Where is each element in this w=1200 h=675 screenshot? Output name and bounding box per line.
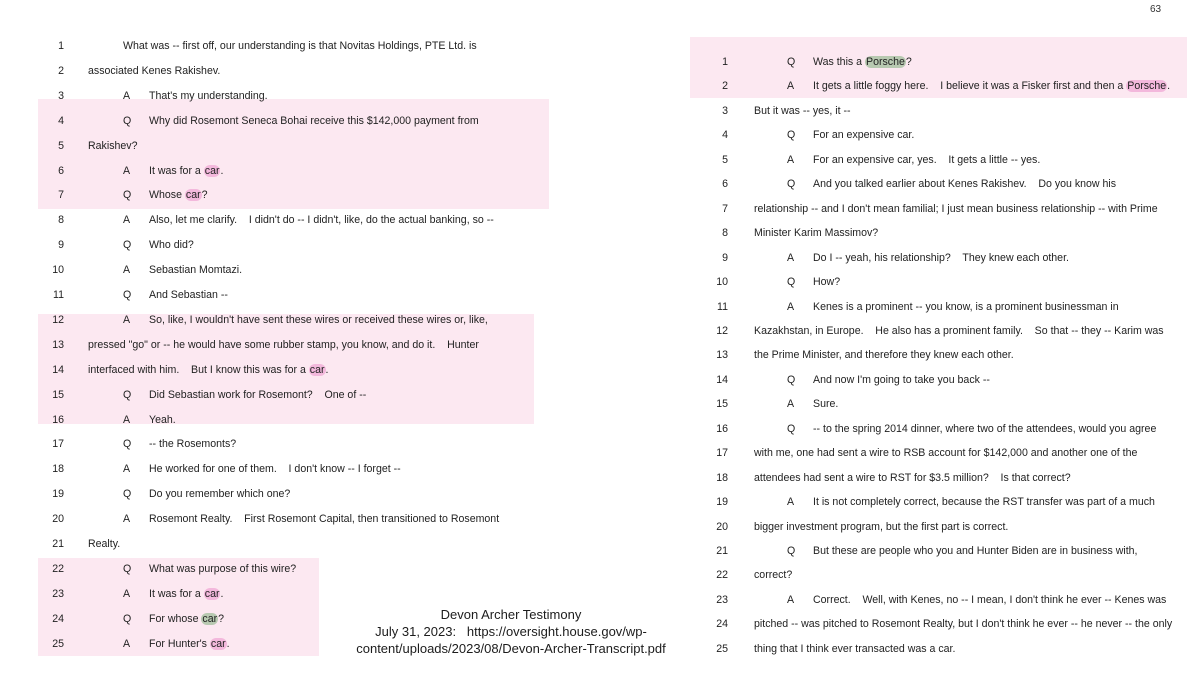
transcript-line [708,541,1178,561]
line-number: 20 [716,520,728,533]
speaker-label: A [123,164,131,177]
line-text-segment: Whose [149,189,185,202]
line-text-segment: . [325,363,329,376]
transcript-line [708,590,1178,610]
line-number: 16 [52,413,64,426]
source-caption [330,606,692,657]
line-number: 25 [716,642,728,655]
line-text [149,235,194,255]
transcript-line [708,419,1178,439]
speaker-label: A [787,300,795,313]
line-text-segment: Kazakhstan, in Europe. He also has a prominent family. So that -- they -- Karim was [754,324,1164,337]
line-number: 25 [52,637,64,650]
line-text-segment: Why did Rosemont Seneca Bohai receive this $142,000 payment from [149,114,479,127]
line-text-segment: It was for a [149,164,204,177]
line-text-segment: Rakishev? [88,139,138,152]
line-text [754,614,1172,634]
line-text [813,541,1138,561]
line-text-segment: . [1167,80,1171,93]
line-text-segment: ? [201,189,208,202]
transcript-line [44,335,564,355]
line-number: 6 [58,164,64,177]
line-text [813,590,1166,610]
speaker-label: A [123,587,131,600]
transcript-line [44,584,564,604]
line-text-segment: Do you remember which one? [149,488,291,501]
speaker-label: Q [787,545,796,557]
line-number: 10 [52,264,64,277]
highlighted-word: Porsche [866,56,905,68]
line-text [813,150,1040,170]
line-number: 9 [722,251,728,264]
line-text-segment: For an expensive car. [813,129,915,142]
line-number: 11 [717,300,728,313]
line-text [813,272,840,292]
transcript-line [708,614,1178,634]
transcript-line [44,534,564,554]
transcript-line [44,86,564,106]
line-number: 18 [52,463,64,476]
highlighted-word: car [185,189,201,202]
line-number: 4 [722,129,728,142]
line-number: 14 [716,373,728,386]
transcript-line [44,484,564,504]
line-text [754,345,1014,365]
speaker-label: Q [787,276,796,289]
line-text-segment: with me, one had sent a wire to RSB account for $142,000 and another one of the [754,447,1138,460]
line-number: 12 [52,313,64,326]
transcript-line [44,210,564,230]
line-text-segment: And Sebastian -- [149,289,228,301]
line-text-segment: What was -- first off, our understanding is that Novitas Holdings, PTE Ltd. is [123,40,477,52]
line-text [813,174,1116,194]
line-text-segment: What was purpose of this wire? [149,562,297,575]
line-text [149,410,176,430]
line-text-segment: Did Sebastian work for Rosemont? One of -- [149,388,367,401]
line-text-segment: Sure. [813,398,839,411]
transcript-line [44,161,564,181]
transcript-line [708,321,1178,341]
line-number: 23 [52,587,64,600]
line-number: 15 [716,398,728,411]
line-number: 16 [716,422,728,435]
line-text-segment: . [226,637,230,650]
line-text-segment: -- to the spring 2014 dinner, where two of the attendees, would you agree [813,422,1157,435]
speaker-label: A [787,251,795,264]
line-text-segment: -- the Rosemonts? [149,438,237,451]
line-text [813,370,990,390]
transcript-line [44,360,564,380]
transcript-line [44,61,564,81]
line-text-segment: bigger investment program, but the first part is correct. [754,520,1009,533]
line-text [754,565,792,585]
line-text [813,125,914,145]
line-text-segment: For whose [149,612,202,625]
line-text [149,584,223,604]
line-number: 19 [716,496,728,509]
line-text-segment: That's my understanding. [149,89,268,102]
line-number: 5 [58,139,64,152]
speaker-label: A [123,313,131,326]
line-text [149,210,494,230]
line-text-segment: pressed "go" or -- he would have some rubber stamp, you know, and do it. Hunter [88,338,479,351]
line-number: 11 [53,289,64,301]
line-number: 20 [52,513,64,526]
line-text-segment: And you talked earlier about Kenes Rakishev. Do you know his [813,178,1117,191]
transcript-line [44,235,564,255]
line-text [88,534,120,554]
line-number: 2 [722,80,728,93]
line-number: 24 [52,612,64,625]
line-number: 18 [716,471,728,484]
transcript-line [44,310,564,330]
line-text-segment: . [220,164,224,177]
line-text [88,335,479,355]
line-number: 14 [52,363,64,376]
line-text [149,86,268,106]
line-text [88,360,328,380]
transcript-line [708,272,1178,292]
speaker-label: A [787,398,795,411]
transcript-line [708,52,1178,72]
line-text [88,136,137,156]
transcript-line [708,101,1178,121]
line-number: 1 [722,56,728,68]
transcript-line [44,509,564,529]
speaker-label: Q [787,178,796,191]
line-text-segment: . [220,587,224,600]
line-number: 9 [58,239,64,252]
transcript-line [708,125,1178,145]
line-text-segment: Realty. [88,538,121,550]
transcript-line [44,111,564,131]
speaker-label: A [123,513,131,526]
line-text-segment: Sebastian Momtazi. [149,264,243,277]
line-text-segment: attendees had sent a wire to RST for $3.5 million? Is that correct? [754,471,1071,484]
line-text [813,492,1155,512]
highlighted-word: car [204,587,220,600]
line-text-segment: Minister Karim Massimov? [754,227,879,240]
line-number: 23 [716,593,728,606]
line-text-segment: Who did? [149,239,194,252]
transcript-line [708,517,1178,537]
line-number: 8 [722,227,728,240]
line-text [754,199,1158,219]
line-number: 22 [52,562,64,575]
speaker-label: A [787,80,795,93]
transcript-line [708,174,1178,194]
speaker-label: Q [123,438,132,451]
line-text-segment: Was this a [813,56,866,68]
line-text [149,634,230,654]
line-text-segment: Kenes is a prominent -- you know, is a prominent businessman in [813,300,1119,313]
speaker-label: Q [787,422,796,435]
transcript-line [44,434,564,454]
line-text [149,385,366,405]
line-number: 2 [58,64,64,77]
transcript-line [44,36,564,56]
line-text-segment: pitched -- was pitched to Rosemont Realty, but I don't think he ever -- he never -- the only [754,618,1173,631]
transcript-line [44,285,564,305]
speaker-label: A [123,463,131,476]
speaker-label: Q [123,612,132,625]
page-number: 63 [1150,4,1162,15]
speaker-label: Q [123,388,132,401]
transcript-line [708,345,1178,365]
transcript-line [708,76,1178,96]
line-text-segment: For an expensive car, yes. It gets a little -- yes. [813,153,1041,166]
speaker-label: Q [787,373,796,386]
line-text-segment: But these are people who you and Hunter Biden are in business with, [813,545,1138,557]
transcript-line [708,297,1178,317]
speaker-label: Q [123,289,132,301]
transcript-line [44,385,564,405]
line-text [88,61,220,81]
line-number: 21 [716,545,728,557]
line-text [754,101,851,121]
transcript-line [44,136,564,156]
line-text [123,36,477,56]
line-text [754,321,1164,341]
transcript-line [708,248,1178,268]
line-number: 19 [52,488,64,501]
line-text [754,223,878,243]
line-number: 13 [52,338,64,351]
speaker-label: Q [123,114,132,127]
highlighted-word: car [202,612,218,625]
line-number: 15 [52,388,64,401]
line-text [149,459,401,479]
line-text [149,434,236,454]
line-text-segment: Yeah. [149,413,176,426]
line-text [813,419,1156,439]
line-number: 7 [58,189,64,202]
highlighted-word: Porsche [1127,80,1167,93]
line-text [149,111,479,131]
transcript-line [44,410,564,430]
highlighted-word: car [210,637,226,650]
line-number: 10 [716,276,728,289]
transcript-line [708,443,1178,463]
line-number: 1 [58,40,64,52]
transcript-line [708,468,1178,488]
line-text [149,484,290,504]
line-number: 12 [716,324,728,337]
speaker-label: A [123,214,131,227]
speaker-label: Q [123,488,132,501]
line-text-segment: How? [813,276,841,289]
line-text [813,52,912,72]
line-text-segment: correct? [754,569,793,582]
line-text-segment: thing that I think ever transacted was a car. [754,642,956,655]
line-number: 17 [716,447,728,460]
transcript-line [708,565,1178,585]
line-text [754,639,955,659]
speaker-label: A [787,153,795,166]
line-text [813,76,1170,96]
line-number: 7 [722,202,728,215]
line-text [149,609,224,629]
line-text [754,517,1008,537]
line-text-segment: It gets a little foggy here. I believe it was a Fisker first and then a [813,80,1127,93]
line-text [754,443,1137,463]
transcript-line [44,260,564,280]
line-text-segment: Rosemont Realty. First Rosemont Capital, then transitioned to Rosemont [149,513,500,526]
transcript-line [708,370,1178,390]
speaker-label: A [787,496,795,509]
line-text-segment: ? [218,612,225,625]
highlighted-word: car [309,363,325,376]
line-text-segment: It was for a [149,587,204,600]
line-number: 13 [716,349,728,362]
line-number: 3 [722,104,728,117]
caption-date-line: July 31, 2023: https://oversight.house.gov/wp- [375,624,647,639]
transcript-line [708,199,1178,219]
line-text [149,559,296,579]
line-text-segment: He worked for one of them. I don't know -- I forget -- [149,463,401,476]
line-number: 4 [58,114,64,127]
transcript-line [708,150,1178,170]
transcript-line [44,459,564,479]
line-text-segment: ? [905,56,912,68]
speaker-label: Q [787,129,796,142]
line-number: 5 [722,153,728,166]
line-text-segment: Also, let me clarify. I didn't do -- I didn't, like, do the actual banking, so -- [149,214,494,227]
transcript-line [708,223,1178,243]
line-text-segment: For Hunter's [149,637,210,650]
line-text [149,509,499,529]
line-text-segment: It is not completely correct, because the RST transfer was part of a much [813,496,1155,509]
line-text [754,468,1071,488]
line-number: 3 [58,89,64,102]
line-number: 6 [722,178,728,191]
line-number: 8 [58,214,64,227]
transcript-line [708,492,1178,512]
transcript-line [708,394,1178,414]
line-number: 17 [52,438,64,451]
speaker-label: A [123,264,131,277]
line-text [813,297,1119,317]
line-text-segment: the Prime Minister, and therefore they knew each other. [754,349,1014,362]
transcript-line [708,639,1178,659]
line-text [149,260,242,280]
line-text-segment: interfaced with him. But I know this was for a [88,363,309,376]
line-text-segment: associated Kenes Rakishev. [88,64,221,77]
line-text [149,310,488,330]
line-text-segment: Do I -- yeah, his relationship? They knew each other. [813,251,1069,264]
caption-url-line: content/uploads/2023/08/Devon-Archer-Transcript.pdf [356,641,666,656]
line-text-segment: But it was -- yes, it -- [754,104,851,117]
speaker-label: A [123,89,131,102]
line-text-segment: relationship -- and I don't mean familial; I just mean business relationship -- with Prime [754,202,1158,215]
speaker-label: Q [787,56,796,68]
line-number: 24 [716,618,728,631]
line-text-segment: And now I'm going to take you back -- [813,373,990,386]
speaker-label: A [123,637,131,650]
line-text [813,248,1069,268]
transcript-line [44,185,564,205]
highlighted-word: car [204,164,220,177]
speaker-label: A [123,413,131,426]
line-text-segment: Correct. Well, with Kenes, no -- I mean, I don't think he ever -- Kenes was [813,593,1167,606]
line-text [149,185,208,205]
line-number: 22 [716,569,728,582]
speaker-label: Q [123,562,132,575]
speaker-label: A [787,593,795,606]
line-text [149,161,223,181]
line-text [149,285,228,305]
line-text-segment: So, like, I wouldn't have sent these wires or received these wires or, like, [149,313,488,326]
transcript-line [44,559,564,579]
speaker-label: Q [123,189,132,202]
speaker-label: Q [123,239,132,252]
line-text [813,394,838,414]
caption-title: Devon Archer Testimony [440,607,582,622]
line-number: 21 [52,538,64,550]
